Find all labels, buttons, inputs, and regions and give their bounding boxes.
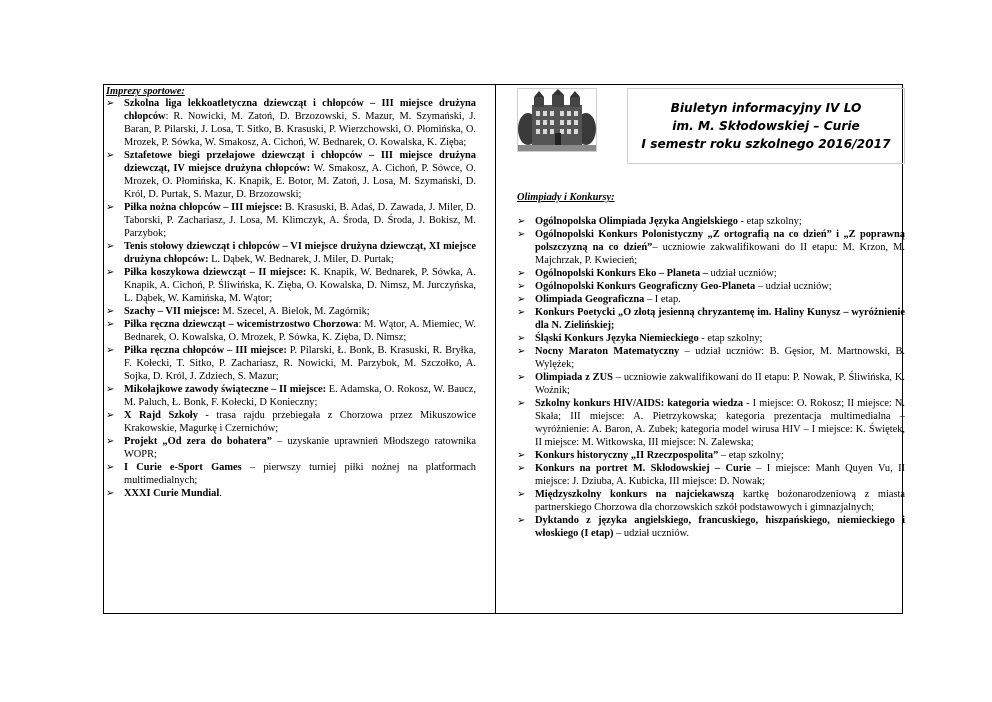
list-item-bold-label: X Rajd Szkoły [124, 410, 198, 421]
arrowhead-bullet-icon: ➢ [517, 307, 526, 318]
list-item-bold-label: Szachy – VII miejsce: [124, 306, 220, 317]
arrowhead-bullet-icon: ➢ [106, 319, 115, 330]
list-item-bold-label: Piłka nożna chłopców – III miejsce: [124, 202, 283, 213]
arrowhead-bullet-icon: ➢ [517, 281, 526, 292]
list-item-text: – uzyskanie uprawnień Młodszego ratownika WOPR; [124, 436, 476, 460]
list-item-bold-label: Ogólnopolska Olimpiada Języka Angielskiego [535, 216, 738, 227]
arrowhead-bullet-icon: ➢ [517, 463, 526, 474]
list-item-bold-label: Konkurs Poetycki „O złotą jesienną chryzantemę im. Haliny Kunysz – wyróżnienie dla N. Zielińskiej; [535, 307, 905, 331]
list-item-bold-label: Szkolny konkurs HIV/AIDS: kategoria wiedza [535, 398, 744, 409]
list-item [106, 409, 476, 435]
arrowhead-bullet-icon: ➢ [517, 216, 526, 227]
list-item [517, 332, 905, 345]
list-item-bold-label: Olimpiada Geograficzna [535, 294, 645, 305]
arrowhead-bullet-icon: ➢ [106, 410, 115, 421]
arrowhead-bullet-icon: ➢ [517, 294, 526, 305]
list-item-text: M. Szecel, A. Bielok, M. Zagórnik; [219, 306, 370, 317]
list-item-bold-label: Dyktando z języka angielskiego, francuskiego, hiszpańskiego, niemieckiego i włoskiego (I etap) [535, 515, 905, 539]
arrowhead-bullet-icon: ➢ [106, 306, 115, 317]
list-item-text: – I miejsce: Manh Quyen Vu, II miejsce: J. Dziuba, A. Kubicka, III miejsce: D. Nowak; [535, 463, 905, 487]
list-item-bold-label: Piłka ręczna chłopców – III miejsce: [124, 345, 287, 356]
list-item [106, 240, 476, 266]
list-item-bold-label: Szkolna liga lekkoatletyczna dziewcząt i chłopców – III miejsce drużyna chłopców [124, 98, 476, 122]
list-item-bold-label: Piłka ręczna dziewcząt – wicemistrzostwo Chorzowa [124, 319, 359, 330]
sports-events-list [106, 97, 476, 500]
arrowhead-bullet-icon: ➢ [517, 229, 526, 240]
olympiads-heading: Olimpiady i Konkursy: [517, 192, 615, 203]
list-item [106, 149, 476, 201]
list-item-text: E. Adamska, O. Rokosz, W. Baucz, M. Paluch, Ł. Bonk, F. Kołecki, D Konieczny; [124, 384, 476, 408]
list-item-text: L. Dąbek, W. Bednarek, J. Miler, D. Purtak; [208, 254, 394, 265]
list-item-bold-label: XXXI Curie Mundial [124, 488, 220, 499]
list-item-bold-label: Śląski Konkurs Języka Niemieckiego [535, 333, 699, 344]
list-item-text: : M. Wątor, A. Miemiec, W. Bednarek, O. Kowalska, O. Mrozek, P. Sówka, K. Zięba, D. Nimsz; [124, 319, 477, 343]
list-item [106, 435, 476, 461]
list-item-text: : R. Nowicki, M. Zatoń, D. Brzozowski, S. Mazur, M. Szymański, J. Baran, P. Pilarski, J. Losa, T. Sitko, B. Krasuski, P. Wierzchowski, O. Płomińska, O. Mrozek, P. Sówka, W. Smakosz, A. Cichoń, W. Bednarek, O. Kowalska, K. Zięba; [124, 111, 476, 148]
list-item-bold-label: Sztafetowe biegi przełajowe dziewcząt i chłopców – III miejsce drużyna dziewcząt, IV miejsce drużyna chłopców: [124, 150, 476, 174]
bulletin-title-line-2: im. M. Skłodowskiej – Curie [672, 119, 860, 133]
arrowhead-bullet-icon: ➢ [517, 333, 526, 344]
list-item-bold-label: Konkurs historyczny „II Rzeczpospolita” [535, 450, 719, 461]
list-item [517, 267, 905, 280]
arrowhead-bullet-icon: ➢ [517, 268, 526, 279]
list-item [517, 371, 905, 397]
arrowhead-bullet-icon: ➢ [106, 384, 115, 395]
list-item-bold-label: Olimpiada z ZUS [535, 372, 613, 383]
list-item-text: - trasa rajdu przebiegała z Chorzowa przez Mikuszowice Krakowskie, Magurkę i Czernichów; [124, 410, 476, 434]
list-item-text: – udział uczniów. [613, 528, 690, 539]
list-item [106, 201, 476, 240]
list-item [106, 266, 476, 305]
arrowhead-bullet-icon: ➢ [106, 202, 115, 213]
arrowhead-bullet-icon: ➢ [106, 436, 115, 447]
list-item [517, 345, 905, 371]
list-item [517, 514, 905, 540]
bulletin-title-box [627, 88, 905, 164]
arrowhead-bullet-icon: ➢ [106, 488, 115, 499]
list-item-text: – etap szkolny; [718, 450, 784, 461]
bulletin-header [517, 86, 905, 170]
arrowhead-bullet-icon: ➢ [106, 462, 115, 473]
list-item-text: – uczniowie zakwalifikowani do II etapu: P. Nowak, P. Śliwińska, K. Woźnik; [535, 372, 905, 396]
list-item [517, 293, 905, 306]
list-item-text: - etap szkolny; [737, 216, 802, 227]
list-item-bold-label: Konkurs na portret M. Skłodowskiej – Curie [535, 463, 751, 474]
list-item [106, 461, 476, 487]
bulletin-title-line-3: I semestr roku szkolnego 2016/2017 [641, 137, 891, 151]
list-item [106, 305, 476, 318]
arrowhead-bullet-icon: ➢ [106, 267, 115, 278]
sports-events-column [106, 86, 476, 500]
list-item [517, 397, 905, 449]
list-item [106, 318, 476, 344]
list-item-text: – udział uczniów; [755, 281, 832, 292]
list-item-bold-label: Międzyszkolny konkurs na najciekawszą [535, 489, 735, 500]
list-item-bold-label: Tenis stołowy dziewcząt i chłopców – VI miejsce drużyna dziewcząt, XI miejsce drużyna chłopców: [124, 241, 476, 265]
list-item-bold-label: Projekt „Od zera do bohatera” [124, 436, 272, 447]
arrowhead-bullet-icon: ➢ [106, 98, 115, 109]
list-item-bold-label: Ogólnopolski Konkurs Polonistyczny „Z ortografią na co dzień” i „Z poprawną polszczyzną na co dzień” [535, 229, 905, 253]
olympiads-list [517, 215, 905, 540]
list-item [517, 462, 905, 488]
list-item-bold-label: Nocny Maraton Matematyczny [535, 346, 680, 357]
list-item [106, 383, 476, 409]
list-item-text: – udział uczniów: B. Gęsior, M. Martnowski, B. Wylężek; [535, 346, 905, 370]
sports-events-heading: Imprezy sportowe: [106, 86, 185, 97]
arrowhead-bullet-icon: ➢ [517, 398, 526, 409]
list-item [106, 97, 476, 149]
school-building-logo [517, 88, 597, 152]
arrowhead-bullet-icon: ➢ [517, 346, 526, 357]
list-item-text: udział uczniów; [707, 268, 777, 279]
list-item [106, 344, 476, 383]
list-item-text: . [219, 488, 222, 499]
list-item [517, 488, 905, 514]
list-item-text: – uczniowie zakwalifikowani do II etapu: M. Krzon, M. Majchrzak, P. Kwiecień; [535, 242, 905, 266]
school-building-image [518, 89, 596, 151]
list-item-text: - I miejsce: O. Rokosz; II miejsce: N. Skała; III miejsce: A. Pietrzykowska; kategoria prezentacja multimedialna – wyróżnienie: A. Baron, A. Zubek; kategoria model wirusa HIV – I miejsce: K. Świętek, II miejsce: M. Witkowska, III miejsce: N. Zalewska; [535, 398, 905, 448]
list-item-text: B. Krasuski, B. Adaś, D. Zawada, J. Miler, D. Taborski, P. Zachariasz, J. Losa, M. Klimczyk, A. Środa, D. Środa, J. Bokisz, M. Parzybok; [124, 202, 476, 239]
list-item [517, 306, 905, 332]
list-item-text: W. Smakosz, A. Cichoń, P. Sówce, O. Mrozek, O. Płomińska, K. Knapik, E. Botor, M. Zatoń, J. Losa, M. Szymański, D. Król, D. Purtak, S. Mazur, D. Brzozowski; [124, 163, 476, 200]
arrowhead-bullet-icon: ➢ [517, 489, 526, 500]
arrowhead-bullet-icon: ➢ [517, 515, 526, 526]
arrowhead-bullet-icon: ➢ [517, 450, 526, 461]
list-item [517, 228, 905, 267]
list-item-text: – pierwszy turniej piłki nożnej na platformach multimedialnych; [124, 462, 476, 486]
arrowhead-bullet-icon: ➢ [517, 372, 526, 383]
list-item [517, 280, 905, 293]
list-item-text: - etap szkolny; [698, 333, 763, 344]
list-item-bold-label: Ogólnopolski Konkurs Eko – Planeta – [535, 268, 708, 279]
column-divider [495, 84, 496, 614]
list-item-bold-label: I Curie e-Sport Games [124, 462, 242, 473]
olympiads-column [517, 86, 905, 540]
list-item-text: P. Pilarski, Ł. Bonk, B. Krasuski, R. Bryłka, F. Kołecki, T. Sitko, P. Zachariasz, R. Nowicki, M. Parzybok, M. Szczołko, A. Sojka, D. Król, J. Zdziech, S. Mazur; [124, 345, 476, 382]
list-item-text: K. Knapik, W. Bednarek, P. Sówka, A. Knapik, A. Cichoń, P. Śliwińska, K. Zięba, O. Kowalska, D. Nimsz, M. Jurczyńska, L. Dąbek, W. Kamińska, M. Wątor; [124, 267, 476, 304]
list-item-bold-label: Ogólnopolski Konkurs Geograficzny Geo-Planeta [535, 281, 756, 292]
list-item-text: kartkę bożonarodzeniową z miasta partnerskiego Chorzowa dla chorzowskich szkół podstawowych i gimnazjalnych; [535, 489, 905, 513]
arrowhead-bullet-icon: ➢ [106, 345, 115, 356]
list-item [517, 215, 905, 228]
list-item-text: – I etap. [644, 294, 681, 305]
arrowhead-bullet-icon: ➢ [106, 241, 115, 252]
list-item [517, 449, 905, 462]
list-item-bold-label: Piłka koszykowa dziewcząt – II miejsce: [124, 267, 307, 278]
bulletin-title-line-1: Biuletyn informacyjny IV LO [670, 101, 862, 115]
list-item [106, 487, 476, 500]
list-item-bold-label: Mikołajkowe zawody świąteczne – II miejsce: [124, 384, 327, 395]
arrowhead-bullet-icon: ➢ [106, 150, 115, 161]
